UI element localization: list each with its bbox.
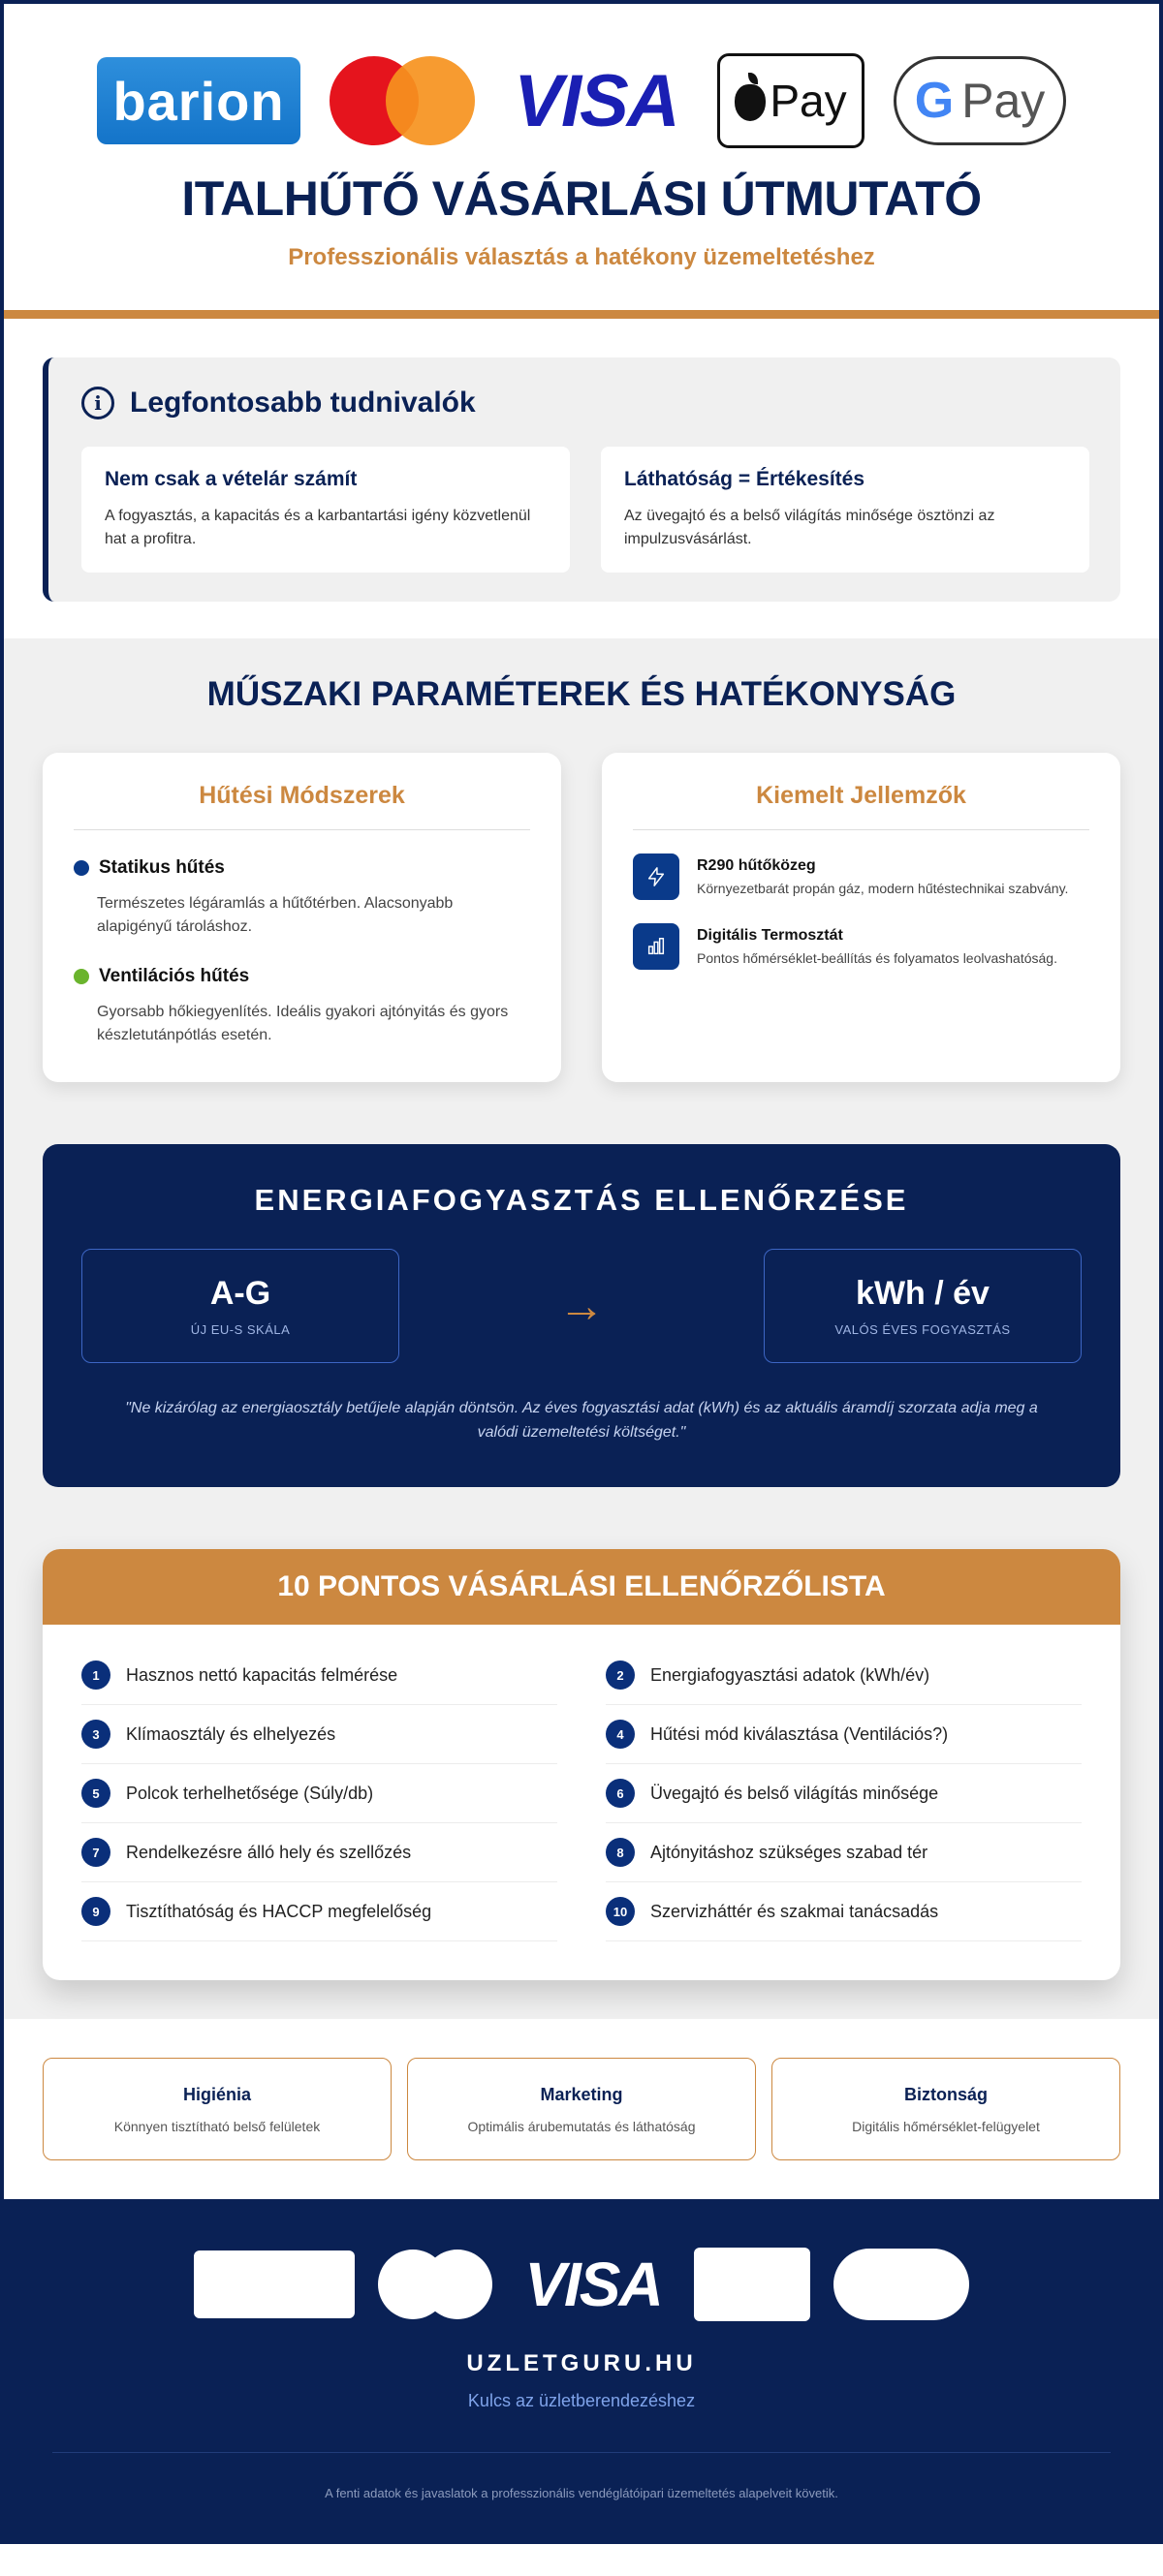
footer-visa-logo: VISA (524, 2250, 662, 2319)
page-title: ITALHŰTŐ VÁSÁRLÁSI ÚTMUTATÓ (181, 171, 982, 226)
key-info-card (81, 447, 570, 573)
footer (4, 2199, 1159, 2544)
cooling-method: Ventilációs hűtés Gyorsabb hőkiegyenlítés. Ideális gyakori ajtónyitás és gyors készletutánpótlás esetén. (74, 966, 530, 1047)
checklist-item: 5 Polcok terhelhetősége (Súly/db) (81, 1764, 557, 1823)
benefits-row (4, 2019, 1159, 2199)
checklist-item: 2 Energiafogyasztási adatok (kWh/év) (606, 1646, 1082, 1705)
checklist-title: 10 PONTOS VÁSÁRLÁSI ELLENŐRZŐLISTA (43, 1549, 1120, 1625)
checklist-item: 4 Hűtési mód kiválasztása (Ventilációs?) (606, 1705, 1082, 1764)
benefit-card: Higiénia Könnyen tisztítható belső felületek (43, 2058, 392, 2160)
header (4, 4, 1159, 319)
page-subtitle: Professzionális választás a hatékony üzemeltetéshez (288, 244, 875, 270)
google-g-icon: G (914, 73, 955, 129)
cooling-method: Statikus hűtés Természetes légáramlás a hűtőtérben. Alacsonyabb alapigényű tároláshoz. (74, 857, 530, 939)
energy-consumption-box: kWh / év VALÓS ÉVES FOGYASZTÁS (764, 1249, 1082, 1363)
key-card-text: Az üvegajtó és a belső világítás minősége ösztönzi az impulzusvásárlást. (624, 508, 995, 547)
key-card-title: Nem csak a vételár számít (105, 468, 358, 490)
key-info-title: Legfontosabb tudnivalók (130, 387, 476, 419)
bolt-icon (633, 853, 679, 900)
barion-logo-placeholder (194, 2250, 355, 2318)
cooling-methods-card (43, 753, 561, 1082)
visa-logo: VISA (514, 59, 678, 142)
mastercard-logo-placeholder (378, 2250, 492, 2319)
technical-section (4, 638, 1159, 1082)
cooling-methods-title: Hűtési Módszerek (74, 782, 530, 830)
footer-divider (52, 2452, 1111, 2453)
feature-item: Digitális Termosztát Pontos hőmérséklet-beállítás és folyamatos leolvashatóság. (633, 923, 1089, 970)
key-card-text: A fogyasztás, a kapacitás és a karbantartási igény közvetlenül hat a profitra. (105, 508, 531, 547)
apple-pay-logo-placeholder (694, 2248, 810, 2321)
checklist-item: 10 Szervizháttér és szakmai tanácsadás (606, 1882, 1082, 1941)
benefit-card: Marketing Optimális árubemutatás és láthatóság (407, 2058, 756, 2160)
info-icon: i (81, 387, 114, 419)
bar-chart-icon (633, 923, 679, 970)
energy-scale-box: A-G ÚJ EU-S SKÁLA (81, 1249, 399, 1363)
checklist-item: 9 Tisztíthatóság és HACCP megfelelőség (81, 1882, 557, 1941)
key-card-title: Láthatóság = Értékesítés (624, 468, 865, 490)
payment-logos (4, 52, 1159, 149)
benefit-card: Biztonság Digitális hőmérséklet-felügyelet (771, 2058, 1120, 2160)
blue-dot-icon (74, 860, 89, 876)
features-title: Kiemelt Jellemzők (633, 782, 1089, 830)
checklist-item: 8 Ajtónyitáshoz szükséges szabad tér (606, 1823, 1082, 1882)
google-pay-logo: G Pay (894, 56, 1066, 145)
checklist-item: 6 Üvegajtó és belső világítás minősége (606, 1764, 1082, 1823)
apple-icon (735, 84, 766, 121)
footer-tagline: Kulcs az üzletberendezéshez (467, 2391, 696, 2410)
footer-brand: UZLETGURU.HU (466, 2350, 697, 2376)
barion-logo: barion (97, 57, 300, 144)
apple-pay-logo: Pay (717, 53, 864, 148)
energy-title: ENERGIAFOGYASZTÁS ELLENŐRZÉSE (254, 1183, 909, 1217)
key-info-card (601, 447, 1089, 573)
green-dot-icon (74, 969, 89, 984)
checklist-item: 1 Hasznos nettó kapacitás felmérése (81, 1646, 557, 1705)
mastercard-logo (330, 56, 475, 145)
arrow-right-icon: → (558, 1280, 605, 1332)
checklist-item: 3 Klímaosztály és elhelyezés (81, 1705, 557, 1764)
footer-note: A fenti adatok és javaslatok a professzionális vendéglátóipari üzemeltetés alapelveit követik. (325, 2486, 838, 2500)
checklist-section (43, 1549, 1120, 1980)
key-info-box (43, 357, 1120, 602)
energy-section (43, 1144, 1120, 1487)
google-pay-logo-placeholder (833, 2249, 969, 2320)
footer-payment-logos (52, 2248, 1111, 2321)
technical-title: MŰSZAKI PARAMÉTEREK ÉS HATÉKONYSÁG (206, 675, 957, 713)
features-card (602, 753, 1120, 1082)
feature-item: R290 hűtőközeg Környezetbarát propán gáz, modern hűtéstechnikai szabvány. (633, 853, 1089, 900)
header-divider (4, 310, 1159, 319)
key-info-section (4, 319, 1159, 638)
checklist-item: 7 Rendelkezésre álló hely és szellőzés (81, 1823, 557, 1882)
energy-quote: "Ne kizárólag az energiaosztály betűjele alapján döntsön. Az éves fogyasztási adat (kWh) és az aktuális áramdíj szorzata adja meg a valódi üzemeltetési költséget." (125, 1400, 1038, 1441)
